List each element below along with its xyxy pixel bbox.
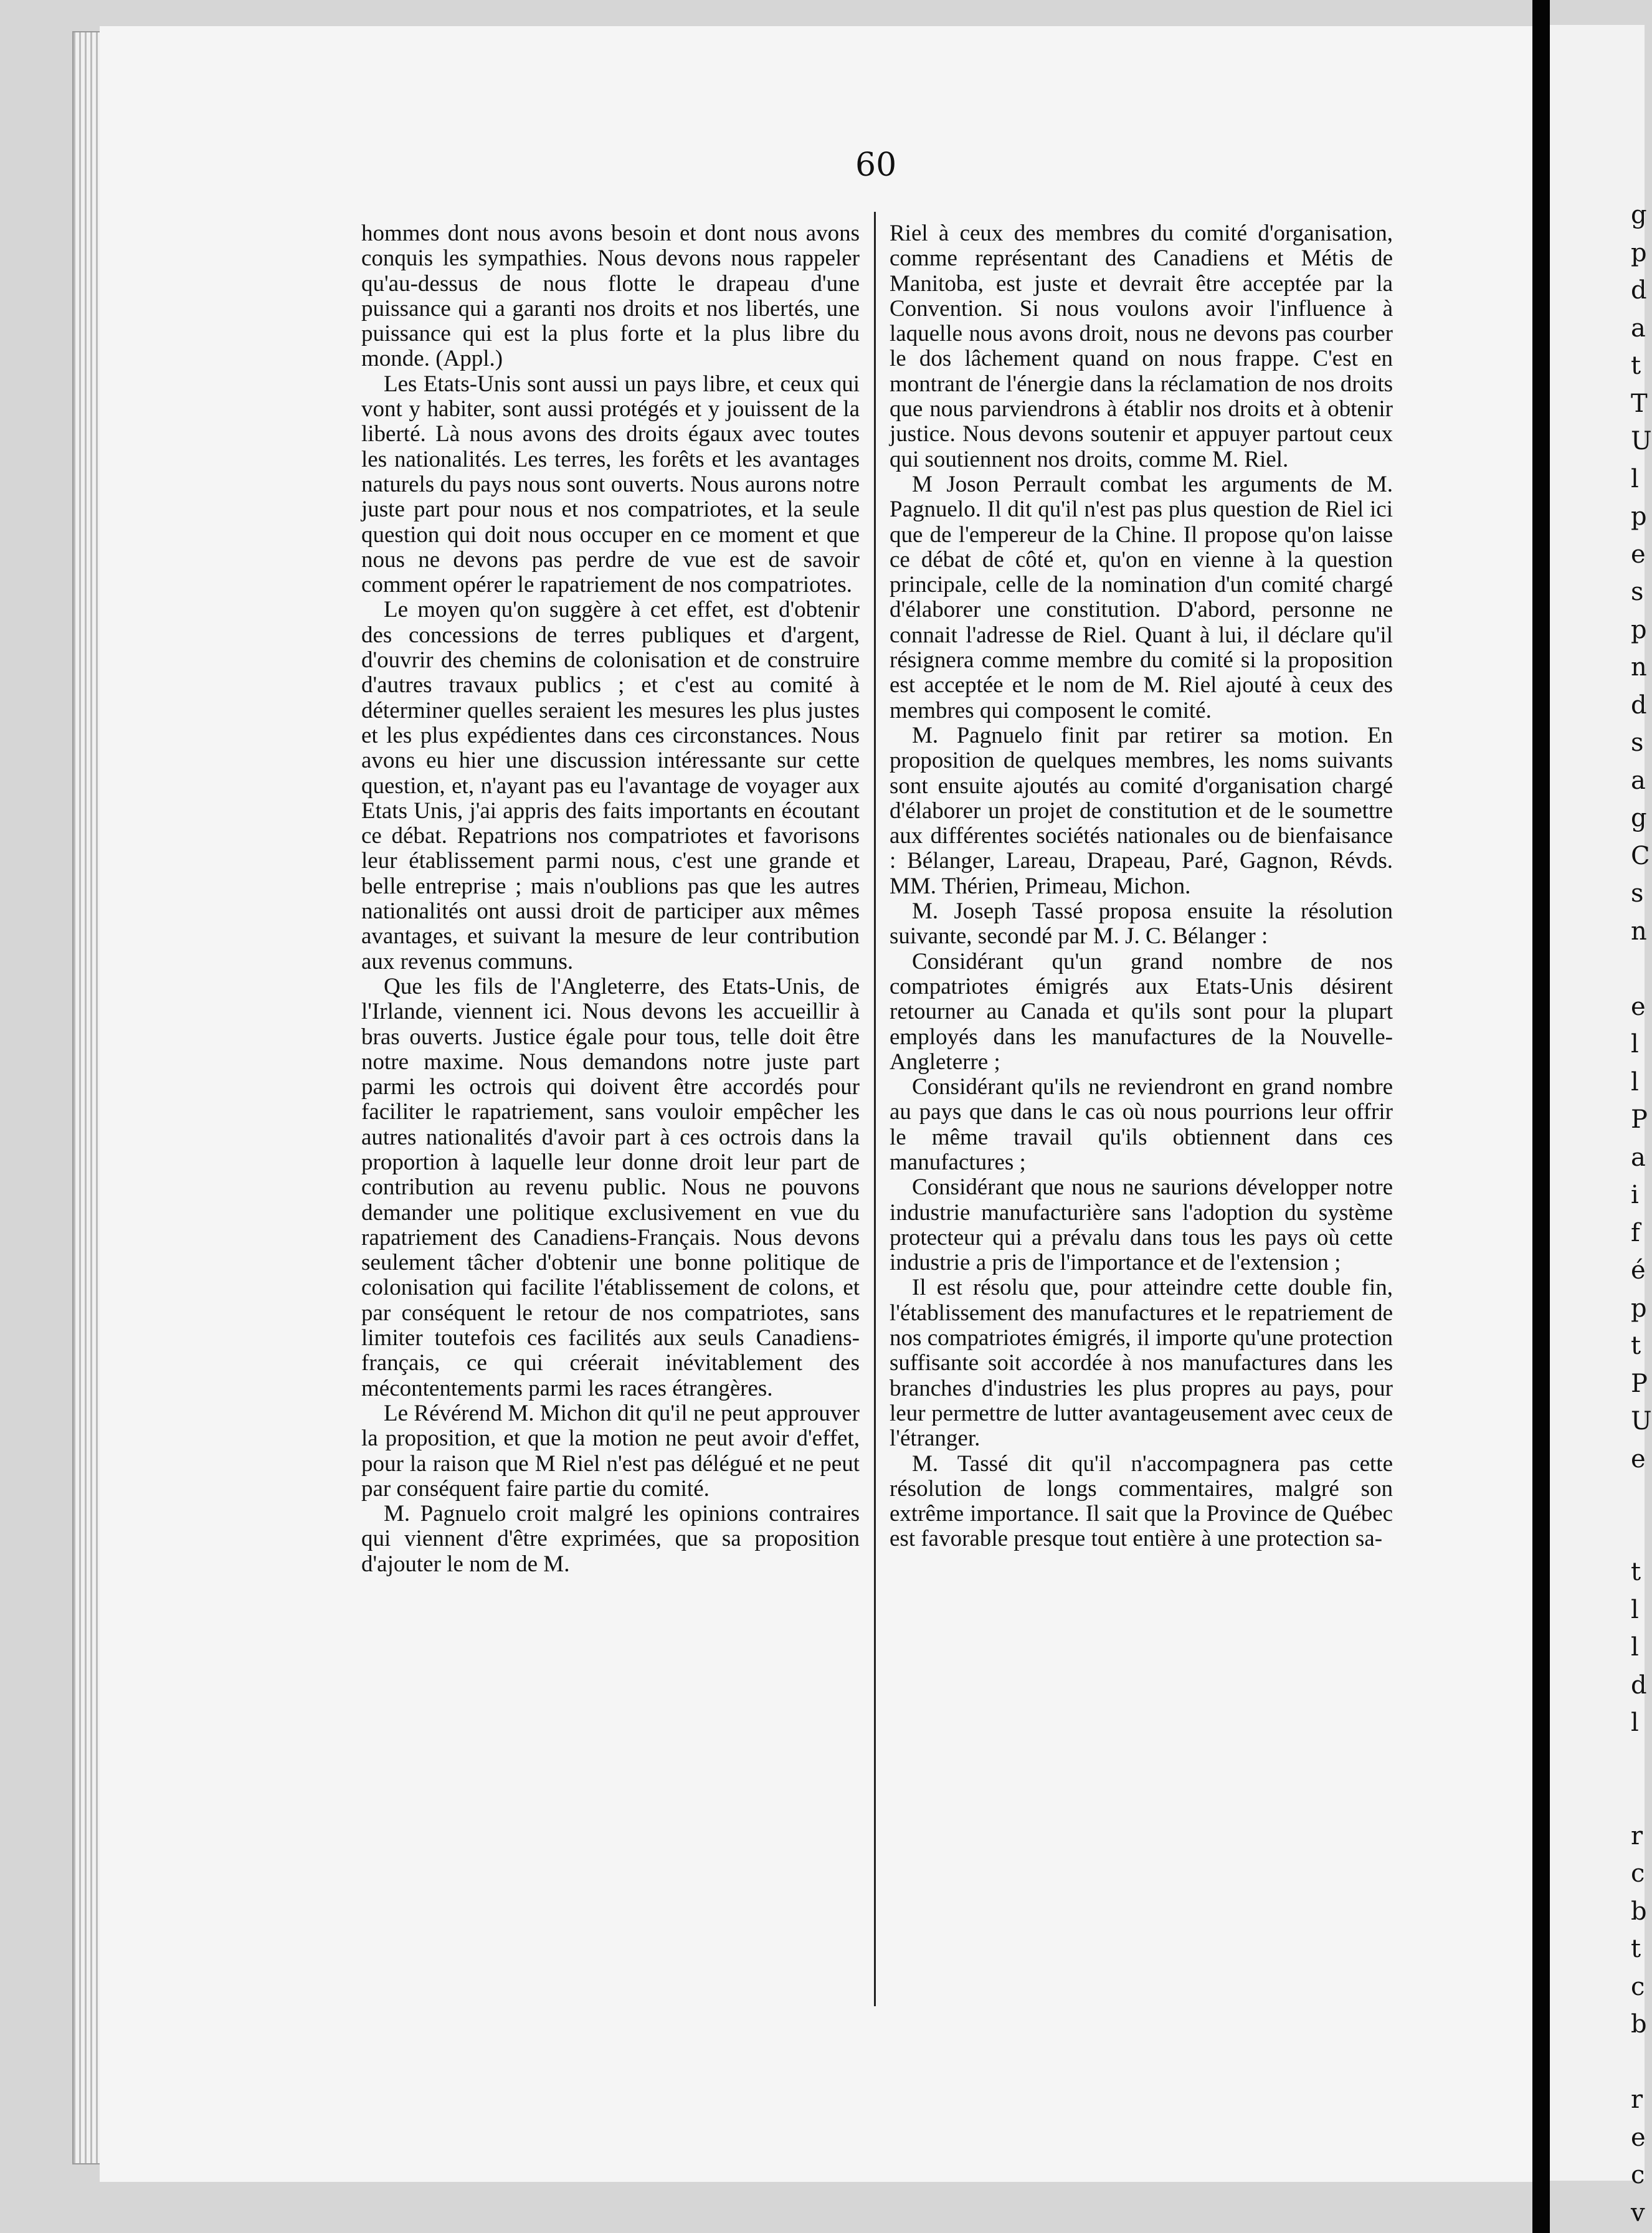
fragment-letter: l (1631, 1633, 1639, 1662)
fragment-letter: e (1631, 540, 1646, 569)
adjacent-page (1550, 25, 1652, 2227)
paragraph: Considérant qu'ils ne reviendront en grand nombre au pays que dans le cas où nous pourrions leur offrir le même travail qu'ils obtiennent dans ces manufactures ; (890, 1074, 1393, 1175)
paragraph: Riel à ceux des membres du comité d'organisation, comme représentant des Canadiens et Métis de Manitoba, est juste et devrait être acceptée par la Convention. Si nous voulons avoir l'influence à laquelle nous avons droit, nous ne devons pas courber le dos lâchement quand on nous frappe. C'est en montrant de l'énergie dans la réclamation de nos droits que nous parviendrons à établir nos droits et à obtenir justice. Nous devons soutenir et appuyer partout ceux qui soutiennent nos droits, comme M. Riel. (890, 221, 1393, 472)
fragment-letter: P (1631, 1369, 1648, 1398)
fragment-letter: t (1631, 1331, 1641, 1360)
fragment-letter: r (1631, 1821, 1643, 1850)
fragment-letter: s (1631, 728, 1644, 757)
fragment-letter: s (1631, 879, 1644, 908)
paragraph: M. Pagnuelo croit malgré les opinions contraires qui viennent d'être exprimées, que sa proposition d'ajouter le nom de M. (361, 1501, 860, 1577)
paragraph: Les Etats-Unis sont aussi un pays libre, et ceux qui vont y habiter, sont aussi protégés et y jouissent de la liberté. Là nous avons des droits égaux avec toutes les nationalités. Les terres, les forêts et les avantages naturels du pays nous sont ouverts. Nous aurons notre juste part pour nous et nos compatriotes, et la seule question qui doit nous occuper en ce moment et que nous ne devons pas perdre de vue est de savoir comment opérer le rapatriement de nos compatriotes. (361, 371, 860, 598)
fragment-letter: U (1631, 1407, 1652, 1436)
fragment-letter: v (1631, 2198, 1645, 2227)
fragment-letter: t (1631, 351, 1641, 380)
paragraph: Considérant qu'un grand nombre de nos compatriotes émigrés aux Etats-Unis désirent retourner au Canada et qu'ils sont pour la plupart employés dans les manufactures de la Nouvelle-Angleterre ; (890, 948, 1393, 1075)
paragraph: M. Tassé dit qu'il n'accompagnera pas cette résolution de longs commentaires, malgré son extrême importance. Il sait que la Province de Québec est favorable presque tout entière à une protection sa- (890, 1450, 1393, 1552)
fragment-letter: l (1631, 464, 1639, 493)
fragment-letter: a (1631, 766, 1646, 795)
fragment-letter: n (1631, 653, 1647, 682)
fragment-letter: g (1631, 804, 1647, 832)
fragment-letter (1631, 950, 1652, 988)
fragment-letter: P (1631, 1105, 1648, 1134)
fragment-letter: U (1631, 427, 1652, 455)
fragment-letter: d (1631, 276, 1647, 305)
fragment-letter: a (1631, 313, 1646, 343)
fragment-letter: b (1631, 2010, 1647, 2039)
fragment-letter: l (1631, 1595, 1639, 1624)
fragment-letter: n (1631, 917, 1647, 946)
fragment-letter: g (1631, 201, 1647, 229)
fragment-letter: e (1631, 2123, 1646, 2152)
book-gutter (1532, 0, 1550, 2233)
paragraph: Le Révérend M. Michon dit qu'il ne peut approuver la proposition, et que la motion ne peut avoir d'effet, pour la raison que M Riel n'est pas délégué et ne peut par conséquent faire partie du comité. (361, 1400, 860, 1502)
fragment-letter (1631, 1779, 1652, 1817)
fragment-letter: C (1631, 841, 1650, 870)
fragment-letter: c (1631, 2161, 1645, 2189)
right-column (890, 221, 1393, 1552)
fragment-letter: c (1631, 1859, 1645, 1888)
fragment-letter: e (1631, 992, 1646, 1021)
fragment-letter: d (1631, 1670, 1647, 1700)
fragment-letter: i (1631, 1181, 1639, 1209)
fragment-letter: p (1631, 238, 1647, 267)
fragment-letter (1631, 1478, 1652, 1516)
paragraph: Le moyen qu'on suggère à cet effet, est d'obtenir des concessions de terres publiques et d'argent, d'ouvrir des chemins de colonisation et de construire d'autres travaux publics ; et c'est au comité à déterminer quelles seraient les mesures les plus justes et les plus expédientes dans ces circonstances. Nous avons eu hier une discussion intéressante sur cette question, et, n'ayant pas eu l'avantage de voyager aux Etats Unis, j'ai appris des faits importants en écoutant ce débat. Repatrions nos compatriotes et favorisons leur établissement parmi nous, c'est une grande et belle entreprise ; mais n'oublions pas que les autres nationalités ont aussi droit de participer aux mêmes avantages, et suivant la mesure de leur contribution aux revenus communs. (361, 597, 860, 974)
fragment-letter: e (1631, 1444, 1646, 1474)
paragraph: hommes dont nous avons besoin et dont nous avons conquis les sympathies. Nous devons nous rappeler qu'au-dessus de nous flotte le drapeau d'une puissance qui a garanti nos droits et nos libertés, une puissance qui est la plus forte et la plus libre du monde. (Appl.) (361, 221, 860, 372)
column-rule (874, 212, 876, 2006)
fragment-letter: b (1631, 1897, 1647, 1926)
fragment-letter: l (1631, 1708, 1639, 1737)
paragraph: Il est résolu que, pour atteindre cette double fin, l'établissement des manufactures et le repatriement de nos compatriotes émigrés, il importe qu'une protection suffisante soit accordée à nos manufactures dans les branches d'industries les plus propres au pays, pour leur permettre de lutter avantageusement avec ceux de l'étranger. (890, 1275, 1393, 1452)
fragment-letter: s (1631, 578, 1644, 606)
fragment-letter: f (1631, 1218, 1640, 1247)
page-edges (74, 32, 98, 2163)
fragment-letter: l (1631, 1030, 1639, 1059)
paragraph: M. Joseph Tassé proposa ensuite la résolution suivante, secondé par M. J. C. Bélanger : (890, 898, 1393, 950)
fragment-letter: p (1631, 502, 1647, 531)
paragraph: M. Pagnuelo finit par retirer sa motion. En proposition de quelques membres, les noms suivants sont ensuite ajoutés au comité d'organisation chargé d'élaborer un projet de constitution et de le soumettre aux différentes sociétés nationales ou de bienfaisance : Bélanger, Lareau, Drapeau, Paré, Gagnon, Révds. MM. Thérien, Primeau, Michon. (890, 722, 1393, 899)
fragment-letter: d (1631, 690, 1647, 720)
paragraph: Que les fils de l'Angleterre, des Etats-Unis, de l'Irlande, viennent ici. Nous devons les accueillir à bras ouverts. Justice égale pour tous, telle doit être notre maxime. Nous demandons notre juste part parmi les octrois qui doivent être accordés pour faciliter le rapatriement, sans vouloir empêcher les autres nationalités d'avoir part à ces octrois dans la proportion à laquelle leur donne droit leur part de contribution au revenu public. Nous ne pouvons demander une politique exclusivement en vue du rapatriement des Canadiens-Français. Nous devons seulement tâcher d'obtenir une bonne politique de colonisation qui facilite l'établissement de colons, et par conséquent le retour de nos compatriotes, sans limiter toutefois ces facilités aux seuls Canadiens-français, ce qui créerait inévitablement des mécontentements parmi les races étrangères. (361, 973, 860, 1401)
fragment-letter: é (1631, 1256, 1646, 1285)
page-number: 60 (855, 146, 897, 184)
fragment-letter (1631, 1516, 1652, 1554)
fragment-letter: T (1631, 389, 1648, 418)
adjacent-page-fragments (1631, 196, 1652, 2232)
fragment-letter: t (1631, 1558, 1641, 1586)
fragment-letter: p (1631, 615, 1647, 644)
paragraph: Considérant que nous ne saurions développer notre industrie manufacturière sans l'adoption du système protecteur qui a prévalu dans tous les pays où cette industrie a pris de l'importance et de l'extension ; (890, 1174, 1393, 1276)
left-column (361, 221, 860, 1577)
fragment-letter: r (1631, 2085, 1643, 2114)
fragment-letter: l (1631, 1067, 1639, 1097)
fragment-letter: c (1631, 1972, 1645, 2001)
fragment-letter (1631, 1742, 1652, 1780)
fragment-letter: a (1631, 1143, 1646, 1172)
paragraph: M Joson Perrault combat les arguments de M. Pagnuelo. Il dit qu'il n'est pas plus question de Riel ici que de l'empereur de la Chine. Il propose qu'on laisse ce débat de côté et, qu'on en vienne à la question principale, celle de la nomination d'un comité chargé d'élaborer une constitution. D'abord, personne ne connait l'adresse de Riel. Quant à lui, il déclare qu'il résignera comme membre du comité si la proposition est acceptée et le nom de M. Riel ajouté à ceux des membres qui composent le comité. (890, 471, 1393, 723)
fragment-letter (1631, 2044, 1652, 2082)
fragment-letter: p (1631, 1293, 1647, 1323)
fragment-letter: t (1631, 1935, 1641, 1963)
